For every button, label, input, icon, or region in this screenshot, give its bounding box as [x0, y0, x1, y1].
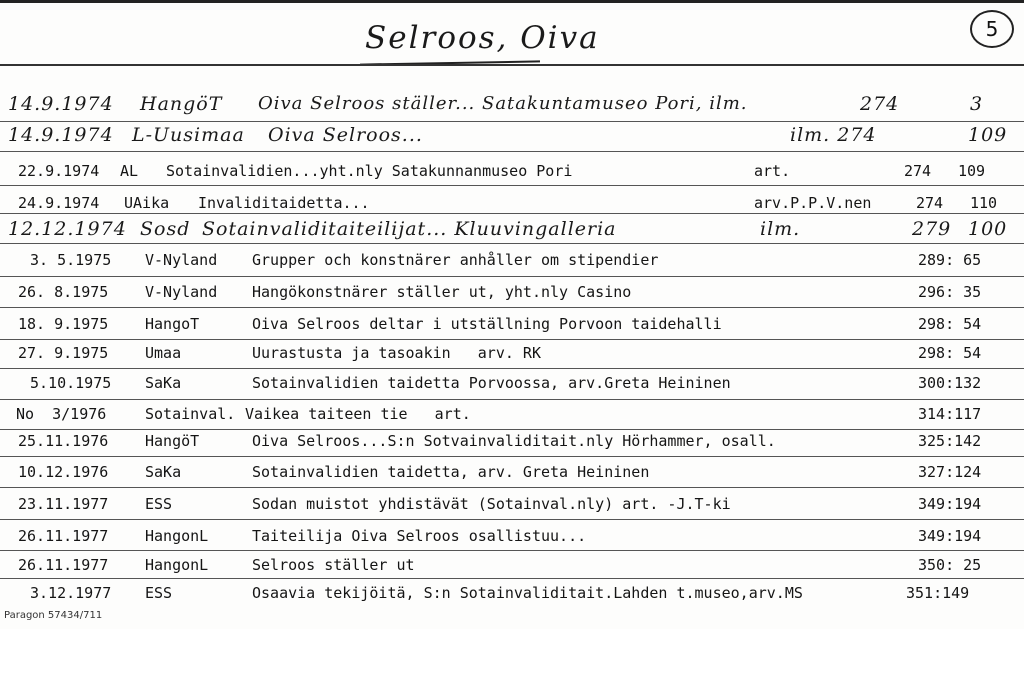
- entry-date: 14.9.1974: [8, 93, 114, 115]
- row-rule: [0, 151, 1024, 152]
- entry-date: 5.10.1975: [30, 374, 112, 392]
- entry-row: [0, 251, 1024, 275]
- row-rule: [0, 519, 1024, 520]
- entry-source: ESS: [145, 584, 173, 602]
- entry-date: 26. 8.1975: [18, 283, 109, 301]
- entry-source: Umaa: [145, 344, 182, 362]
- entry-row: [0, 432, 1024, 456]
- entry-text: Grupper och konstnärer anhåller om stipendier: [252, 251, 659, 269]
- row-rule: [0, 307, 1024, 308]
- entry-text: Oiva Selroos...: [268, 124, 423, 146]
- entry-date: 23.11.1977: [18, 495, 109, 513]
- entry-source: UAika: [124, 194, 170, 212]
- entry-ref: arv.P.P.V.nen: [754, 194, 872, 212]
- entry-page: 298: 54: [918, 344, 982, 362]
- entry-text: Sotainvalidien taidetta Porvoossa, arv.Greta Heininen: [252, 374, 731, 392]
- entry-date: No 3/1976: [16, 405, 107, 423]
- entry-date: 10.12.1976: [18, 463, 109, 481]
- entry-row: [0, 124, 1024, 148]
- entry-text: Sodan muistot yhdistävät (Sotainval.nly) art. -J.T-ki: [252, 495, 731, 513]
- entry-refnum: 279: [912, 218, 952, 240]
- entry-date: 22.9.1974: [18, 162, 100, 180]
- card-number-circle: 5: [970, 10, 1014, 48]
- entry-page: 289: 65: [918, 251, 982, 269]
- entry-ref: ilm. 274: [790, 124, 877, 146]
- entry-row: [0, 584, 1024, 608]
- entry-page: 349:194: [918, 527, 982, 545]
- entry-source: HangonL: [145, 556, 209, 574]
- entry-row: [0, 315, 1024, 339]
- entry-text: Sotainvaliditaiteilijat... Kluuvingalleria: [202, 218, 617, 240]
- entry-text: Uurastusta ja tasoakin arv. RK: [252, 344, 541, 362]
- row-rule: [0, 456, 1024, 457]
- entry-row: [0, 162, 1024, 186]
- entry-source: HangöT: [145, 432, 200, 450]
- entry-row: [0, 218, 1024, 242]
- entry-date: 24.9.1974: [18, 194, 100, 212]
- entry-refnum: 274: [916, 194, 944, 212]
- card-title: Selroos, Oiva: [365, 20, 600, 56]
- entry-refnum: 274: [904, 162, 932, 180]
- entry-date: 25.11.1976: [18, 432, 109, 450]
- entry-page: 349:194: [918, 495, 982, 513]
- entry-page: 296: 35: [918, 283, 982, 301]
- entry-source: AL: [120, 162, 139, 180]
- entry-page: 109: [968, 124, 1008, 146]
- entry-text: Sotainvalidien taidetta, arv. Greta Heininen: [252, 463, 650, 481]
- card-footer: Paragon 57434/711: [4, 610, 103, 621]
- entry-row: [0, 527, 1024, 551]
- row-rule: [0, 185, 1024, 186]
- entry-source: Sotainval.: [145, 405, 236, 423]
- entry-row: [0, 194, 1024, 218]
- entry-text: Oiva Selroos deltar i utställning Porvoon taidehalli: [252, 315, 722, 333]
- entry-text: Vaikea taiteen tie art.: [245, 405, 471, 423]
- entry-date: 26.11.1977: [18, 527, 109, 545]
- entry-source: HangöT: [140, 93, 223, 115]
- entry-row: [0, 93, 1024, 117]
- entry-row: [0, 556, 1024, 580]
- entry-text: Osaavia tekijöitä, S:n Sotainvaliditait.Lahden t.museo,arv.MS: [252, 584, 803, 602]
- entry-row: [0, 495, 1024, 519]
- entry-ref: 274: [860, 93, 900, 115]
- row-rule: [0, 550, 1024, 551]
- entry-date: 3. 5.1975: [30, 251, 112, 269]
- row-rule: [0, 368, 1024, 369]
- entry-date: 12.12.1974: [8, 218, 127, 240]
- entry-date: 26.11.1977: [18, 556, 109, 574]
- entry-page: 3: [970, 93, 984, 115]
- entry-page: 300:132: [918, 374, 982, 392]
- entry-text: Sotainvalidien...yht.nly Satakunnanmuseo Pori: [166, 162, 573, 180]
- entry-page: 350: 25: [918, 556, 982, 574]
- entry-source: L-Uusimaa: [132, 124, 245, 146]
- entry-text: Invaliditaidetta...: [198, 194, 370, 212]
- entry-date: 18. 9.1975: [18, 315, 109, 333]
- entry-source: HangonL: [145, 527, 209, 545]
- entry-page: 325:142: [918, 432, 982, 450]
- entry-row: [0, 283, 1024, 307]
- entry-page: 314:117: [918, 405, 982, 423]
- entry-page: 351:149: [906, 584, 970, 602]
- entry-date: 27. 9.1975: [18, 344, 109, 362]
- row-rule: [0, 399, 1024, 400]
- entry-page: 110: [970, 194, 998, 212]
- entry-ref: art.: [754, 162, 791, 180]
- row-rule: [0, 276, 1024, 277]
- entry-text: Taiteilija Oiva Selroos osallistuu...: [252, 527, 587, 545]
- entry-text: Oiva Selroos ställer... Satakuntamuseo Pori, ilm.: [258, 93, 748, 114]
- entry-source: V-Nyland: [145, 283, 218, 301]
- entry-text: Hangökonstnärer ställer ut, yht.nly Casino: [252, 283, 632, 301]
- entry-page: 327:124: [918, 463, 982, 481]
- entry-source: SaKa: [145, 374, 182, 392]
- entry-page: 298: 54: [918, 315, 982, 333]
- row-rule: [0, 243, 1024, 244]
- header-divider: [0, 64, 1024, 66]
- row-rule: [0, 487, 1024, 488]
- entry-ref: ilm.: [760, 218, 801, 240]
- row-rule: [0, 121, 1024, 122]
- entry-source: ESS: [145, 495, 173, 513]
- entry-row: [0, 405, 1024, 429]
- card-top-edge: [0, 0, 1024, 13]
- entry-source: SaKa: [145, 463, 182, 481]
- row-rule: [0, 578, 1024, 579]
- entry-text: Selroos ställer ut: [252, 556, 415, 574]
- entry-row: [0, 463, 1024, 487]
- entry-row: [0, 344, 1024, 368]
- row-rule: [0, 429, 1024, 430]
- entry-source: HangoT: [145, 315, 200, 333]
- entry-page: 100: [968, 218, 1008, 240]
- entry-source: Sosd: [140, 218, 191, 240]
- entry-row: [0, 374, 1024, 398]
- entry-date: 14.9.1974: [8, 124, 114, 146]
- row-rule: [0, 213, 1024, 214]
- entry-page: 109: [958, 162, 986, 180]
- entry-text: Oiva Selroos...S:n Sotvainvaliditait.nly Hörhammer, osall.: [252, 432, 776, 450]
- entry-date: 3.12.1977: [30, 584, 112, 602]
- row-rule: [0, 339, 1024, 340]
- entry-source: V-Nyland: [145, 251, 218, 269]
